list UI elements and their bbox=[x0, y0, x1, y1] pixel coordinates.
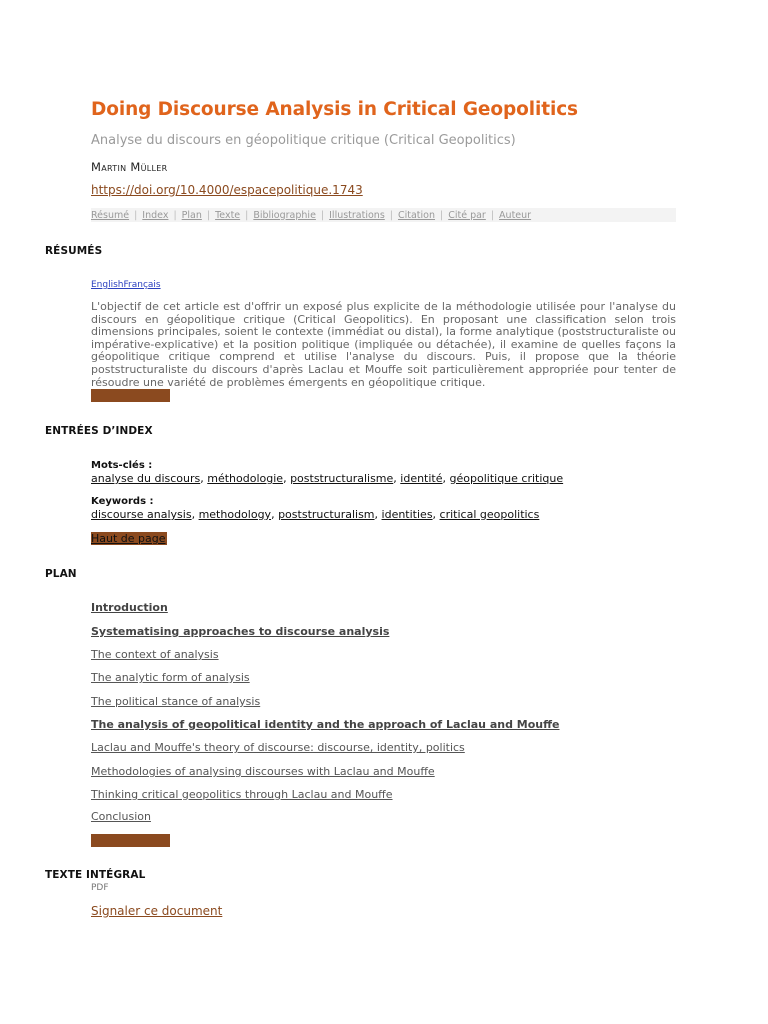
nav-separator: | bbox=[134, 209, 138, 221]
article-subtitle: Analyse du discours en géopolitique critique (Critical Geopolitics) bbox=[91, 133, 516, 148]
plan-item-thinking-critical[interactable]: Thinking critical geopolitics through Laclau and Mouffe bbox=[91, 788, 393, 801]
mots-cles-list: analyse du discours, méthodologie, poststructuralisme, identité, géopolitique critique bbox=[91, 472, 564, 485]
article-author[interactable]: Martin Müller bbox=[91, 160, 168, 174]
plan-item-geopolitical-identity[interactable]: The analysis of geopolitical identity and the approach of Laclau and Mouffe bbox=[91, 718, 560, 731]
plan-heading: PLAN bbox=[45, 568, 77, 580]
keywords-list: discourse analysis, methodology, poststructuralism, identities, critical geopolitics bbox=[91, 508, 540, 521]
abstract-text: L'objectif de cet article est d'offrir un exposé plus explicite de la méthodologie utilisée pour l'analyse du discours en géopolitique critique (Critical Geopolitics). En proposant une classification selon trois dimensions principales, soient le contexte (immédiat ou distal), la forme analytique (poststructuraliste ou impérative-explicative) et la position politique (impliquée ou détachée), il examine de quelles façons la géopolitique critique comprend et utilise l'analyse du discours. Puis, il propose que la théorie poststructuraliste du discours d'après Laclau et Mouffe soit particulièrement appropriée pour tenter de résoudre une variété de problèmes émergents en géopolitique critique. bbox=[91, 300, 676, 389]
keyword-link[interactable]: critical geopolitics bbox=[439, 508, 540, 521]
article-title: Doing Discourse Analysis in Critical Geopolitics bbox=[91, 99, 578, 120]
nav-separator: | bbox=[206, 209, 211, 221]
nav-texte[interactable]: Texte bbox=[215, 209, 241, 221]
keyword-link[interactable]: poststructuralism bbox=[278, 508, 375, 521]
plan-item-introduction[interactable]: Introduction bbox=[91, 601, 168, 614]
nav-separator: | bbox=[173, 209, 177, 221]
plan-item-conclusion[interactable]: Conclusion bbox=[91, 810, 151, 823]
plan-item-systematising[interactable]: Systematising approaches to discourse analysis bbox=[91, 625, 390, 638]
back-to-top-button[interactable] bbox=[91, 389, 170, 402]
keyword-link[interactable]: methodology bbox=[198, 508, 272, 521]
keyword-link[interactable]: identities bbox=[381, 508, 433, 521]
index-heading: ENTRÉES D’INDEX bbox=[45, 425, 153, 437]
full-text-heading: TEXTE INTÉGRAL bbox=[45, 869, 146, 881]
nav-separator: | bbox=[320, 209, 325, 221]
pdf-format-label[interactable]: PDF bbox=[91, 883, 109, 893]
plan-item-political-stance[interactable]: The political stance of analysis bbox=[91, 695, 261, 708]
nav-separator: | bbox=[389, 209, 393, 221]
back-to-top-button[interactable] bbox=[91, 834, 170, 847]
nav-resume[interactable]: Résumé bbox=[91, 209, 130, 221]
plan-item-laclau-mouffe-theory[interactable]: Laclau and Mouffe's theory of discourse: discourse, identity, politics bbox=[91, 741, 465, 754]
language-switch-link[interactable]: EnglishFrançais bbox=[91, 280, 161, 290]
back-to-top-link[interactable]: Haut de page bbox=[91, 532, 166, 545]
nav-separator: | bbox=[440, 209, 444, 221]
keyword-link[interactable]: méthodologie bbox=[207, 472, 284, 485]
nav-separator: | bbox=[490, 209, 495, 221]
keyword-link[interactable]: géopolitique critique bbox=[449, 472, 564, 485]
nav-index[interactable]: Index bbox=[142, 209, 169, 221]
nav-auteur[interactable]: Auteur bbox=[499, 209, 532, 221]
resumes-heading: RÉSUMÉS bbox=[45, 245, 103, 257]
nav-cite-par[interactable]: Cité par bbox=[448, 209, 486, 221]
nav-plan[interactable]: Plan bbox=[181, 209, 202, 221]
keyword-link[interactable]: analyse du discours bbox=[91, 472, 201, 485]
mots-cles-label: Mots-clés : bbox=[91, 460, 153, 471]
report-document-link[interactable]: Signaler ce document bbox=[91, 904, 223, 918]
nav-illustrations[interactable]: Illustrations bbox=[329, 209, 385, 221]
keyword-link[interactable]: poststructuralisme bbox=[290, 472, 394, 485]
doi-link[interactable]: https://doi.org/10.4000/espacepolitique.1743 bbox=[91, 183, 363, 197]
plan-item-context[interactable]: The context of analysis bbox=[91, 648, 219, 661]
plan-item-methodologies[interactable]: Methodologies of analysing discourses with Laclau and Mouffe bbox=[91, 765, 435, 778]
nav-citation[interactable]: Citation bbox=[397, 209, 436, 221]
keyword-link[interactable]: identité bbox=[400, 472, 443, 485]
nav-bibliographie[interactable]: Bibliographie bbox=[253, 209, 316, 221]
keywords-label: Keywords : bbox=[91, 496, 154, 507]
keyword-link[interactable]: discourse analysis bbox=[91, 508, 192, 521]
section-navbar bbox=[91, 208, 676, 222]
plan-item-analytic-form[interactable]: The analytic form of analysis bbox=[91, 671, 250, 684]
nav-separator: | bbox=[245, 209, 249, 221]
